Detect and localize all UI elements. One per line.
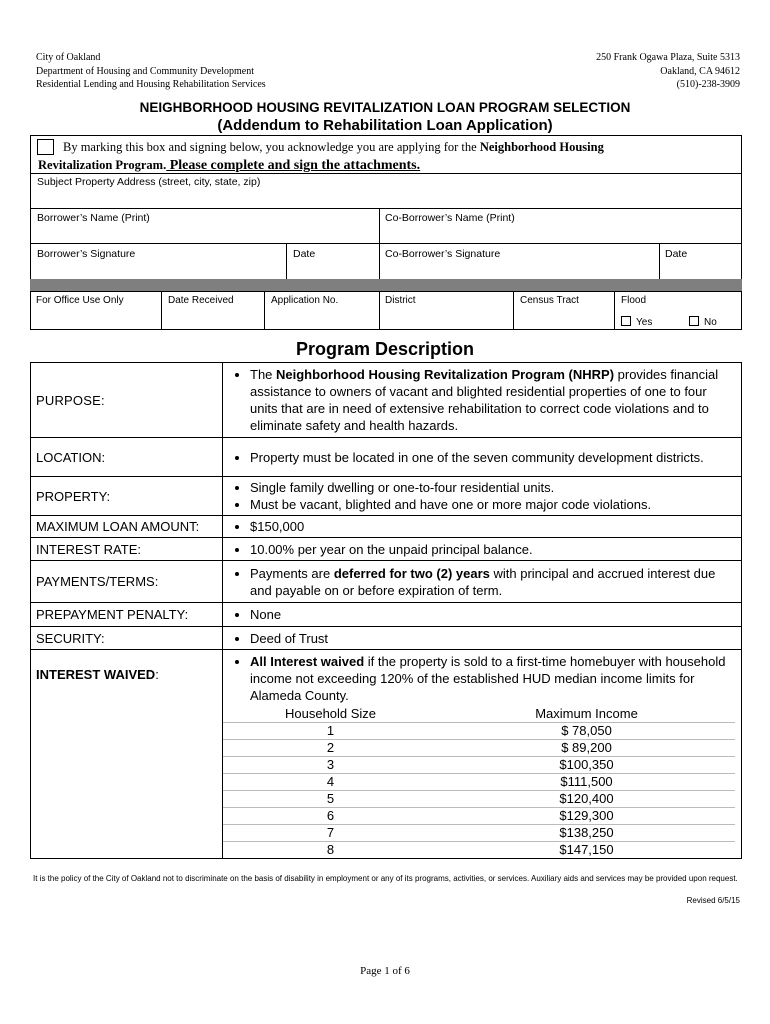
purpose-label-text: PURPOSE: (36, 392, 105, 408)
borrower-name-label: Borrower’s Name (Print) (37, 212, 150, 224)
interest-rate-text: • 10.00% per year on the unpaid principal balance. (250, 541, 735, 558)
interest-waived-row (31, 650, 742, 859)
max-loan-row (31, 516, 742, 538)
income-limits-table (223, 706, 735, 858)
income-row (223, 842, 735, 859)
office-use-row (30, 291, 742, 330)
max-loan-amount: • $150,000 (250, 518, 735, 535)
income-table-header (223, 706, 735, 723)
maximum-income: $129,300 (438, 808, 735, 825)
location-label (31, 438, 223, 477)
interest-rate-row (31, 538, 742, 561)
interest-waived-label-text: INTEREST WAIVED (36, 667, 156, 682)
flood-no-checkbox[interactable] (689, 316, 699, 326)
complete-and-sign-instruction: Please complete and sign the attachments. (166, 158, 421, 173)
purpose-label (31, 363, 223, 438)
date-received-label: Date Received (168, 295, 234, 306)
maximum-income: $111,500 (438, 774, 735, 791)
maximum-income: $138,250 (438, 825, 735, 842)
location-label-text: LOCATION: (36, 449, 106, 465)
signature-row (30, 243, 742, 280)
nondiscrimination-notice: It is the policy of the City of Oakland not to discriminate on the basis of disability in employment or any of its programs, activities, or services. Auxiliary aids and services may be provided upon request. (33, 874, 738, 883)
acknowledgement-row (30, 135, 742, 174)
household-size: 8 (223, 842, 438, 859)
property-label (31, 477, 223, 516)
maximum-income: $120,400 (438, 791, 735, 808)
names-row (30, 208, 742, 244)
coborrower-name-label: Co-Borrower’s Name (Print) (385, 212, 515, 224)
payments-text-cont: with principal and accrued interest due and payable on or before expiration of term. (250, 565, 716, 598)
interest-rate-label-text: INTEREST RATE: (36, 541, 141, 557)
income-row (223, 791, 735, 808)
purpose-description (223, 363, 742, 438)
maximum-income: $100,350 (438, 757, 735, 774)
prepayment-label-text: PREPAYMENT PENALTY: (36, 607, 189, 622)
interest-rate-label (31, 538, 223, 561)
property-address-field[interactable] (30, 173, 742, 209)
all-interest-waived: All Interest waived (250, 654, 365, 669)
maximum-income-header: Maximum Income (535, 706, 638, 721)
security-label-text: SECURITY: (36, 630, 105, 646)
location-description (223, 438, 742, 477)
program-name-bold-cont: Revitalization Program. (38, 158, 167, 172)
purpose-row (31, 363, 742, 438)
form-title: NEIGHBORHOOD HOUSING REVITALIZATION LOAN PROGRAM SELECTION (139, 100, 631, 115)
acknowledgement-text: By marking this box and signing below, you acknowledge you are applying for the (63, 140, 480, 154)
purpose-text-cont: provides financial assistance to owners of vacant and blighted residential properties of one to four units that are in need of extensive rehabilitation to correct code violations and to eliminate safety and health hazards. (250, 367, 719, 433)
property-requirement-1: • Single family dwelling or one-to-four residential units. (250, 479, 735, 496)
interest-waived-label (31, 650, 223, 859)
acknowledgement-line-2 (38, 158, 420, 174)
agency-address-block (36, 51, 266, 92)
agency-division: Residential Lending and Housing Rehabilitation Services (36, 79, 266, 90)
divider (379, 292, 380, 329)
maximum-income: $ 89,200 (438, 740, 735, 757)
coborrower-signature-label: Co-Borrower’s Signature (385, 248, 501, 260)
census-tract-label: Census Tract (520, 295, 579, 306)
borrower-date-label: Date (293, 248, 316, 260)
prepayment-row (31, 603, 742, 627)
prepayment-text: • None (250, 606, 735, 623)
security-text: • Deed of Trust (250, 630, 735, 647)
household-size: 3 (223, 757, 438, 774)
flood-label: Flood (621, 295, 647, 306)
household-size: 7 (223, 825, 438, 842)
program-description-heading: Program Description (295, 339, 475, 359)
divider (379, 209, 380, 243)
coborrower-date-label: Date (665, 248, 688, 260)
divider (513, 292, 514, 329)
office-phone: (510)-238-3909 (676, 79, 740, 90)
property-address-label: Subject Property Address (street, city, state, zip) (37, 176, 261, 188)
deferral-term: deferred for two (2) years (333, 565, 490, 581)
income-row (223, 808, 735, 825)
income-row (223, 774, 735, 791)
program-selection-checkbox[interactable] (37, 139, 54, 155)
flood-no-option[interactable] (689, 316, 717, 328)
district-label: District (385, 295, 416, 306)
payments-label (31, 561, 223, 603)
income-row (223, 757, 735, 774)
office-street: 250 Frank Ogawa Plaza, Suite 5313 (596, 52, 740, 63)
security-row (31, 627, 742, 650)
revision-date: Revised 6/5/15 (686, 896, 740, 905)
agency-department: Department of Housing and Community Development (36, 65, 255, 77)
divider (161, 292, 162, 329)
max-loan-label-text: MAXIMUM LOAN AMOUNT: (36, 519, 200, 534)
office-use-label: For Office Use Only (36, 295, 124, 306)
flood-yes-label: Yes (636, 317, 653, 328)
payments-row (31, 561, 742, 603)
divider (379, 244, 380, 279)
household-size: 4 (223, 774, 438, 791)
divider (264, 292, 265, 329)
household-size: 1 (223, 723, 438, 740)
maximum-income: $147,150 (438, 842, 735, 859)
payments-label-text: PAYMENTS/TERMS: (36, 574, 159, 589)
application-no-label: Application No. (271, 295, 339, 306)
interest-waived-text: if the property is sold to a first-time homebuyer with household income not exceeding 120% of the established HUD median income limits for Alameda County. (250, 654, 726, 703)
household-size: 5 (223, 791, 438, 808)
acknowledgement-line-1 (63, 140, 604, 155)
flood-no-label: No (704, 317, 717, 328)
form-subtitle: (Addendum to Rehabilitation Loan Application) (217, 117, 553, 134)
section-separator-bar (30, 279, 742, 291)
office-address-block (596, 51, 740, 92)
program-name: Neighborhood Housing Revitalization Program (NHRP) (276, 367, 615, 382)
security-description (223, 627, 742, 650)
household-size: 6 (223, 808, 438, 825)
prepayment-label (31, 603, 223, 627)
max-loan-label (31, 516, 223, 538)
program-name-bold: Neighborhood Housing (479, 140, 604, 154)
interest-waived-description (223, 650, 742, 859)
page-number: Page 1 of 6 (360, 965, 410, 977)
flood-yes-option[interactable] (621, 316, 652, 328)
borrower-signature-label: Borrower’s Signature (37, 248, 136, 260)
property-row (31, 477, 742, 516)
security-label (31, 627, 223, 650)
interest-rate-description (223, 538, 742, 561)
location-text: • Property must be located in one of the seven community development districts. (250, 449, 735, 466)
office-city-state: Oakland, CA 94612 (660, 65, 740, 77)
payments-text: Payments are (250, 565, 334, 581)
interest-waived-colon: : (155, 667, 159, 682)
property-label-text: PROPERTY: (36, 488, 111, 504)
max-loan-description (223, 516, 742, 538)
household-size-header: Household Size (284, 706, 377, 721)
maximum-income: $ 78,050 (438, 723, 735, 740)
property-description (223, 477, 742, 516)
payments-description (223, 561, 742, 603)
divider (659, 244, 660, 279)
property-requirement-2: • Must be vacant, blighted and have one or more major code violations. (250, 496, 735, 513)
prepayment-description (223, 603, 742, 627)
income-row (223, 825, 735, 842)
income-row (223, 740, 735, 757)
divider (286, 244, 287, 279)
household-size: 2 (223, 740, 438, 757)
purpose-text: The (250, 367, 277, 382)
flood-yes-checkbox[interactable] (621, 316, 631, 326)
program-description-table (30, 362, 742, 859)
location-row (31, 438, 742, 477)
divider (614, 292, 615, 329)
income-row (223, 723, 735, 740)
agency-city: City of Oakland (36, 52, 101, 63)
